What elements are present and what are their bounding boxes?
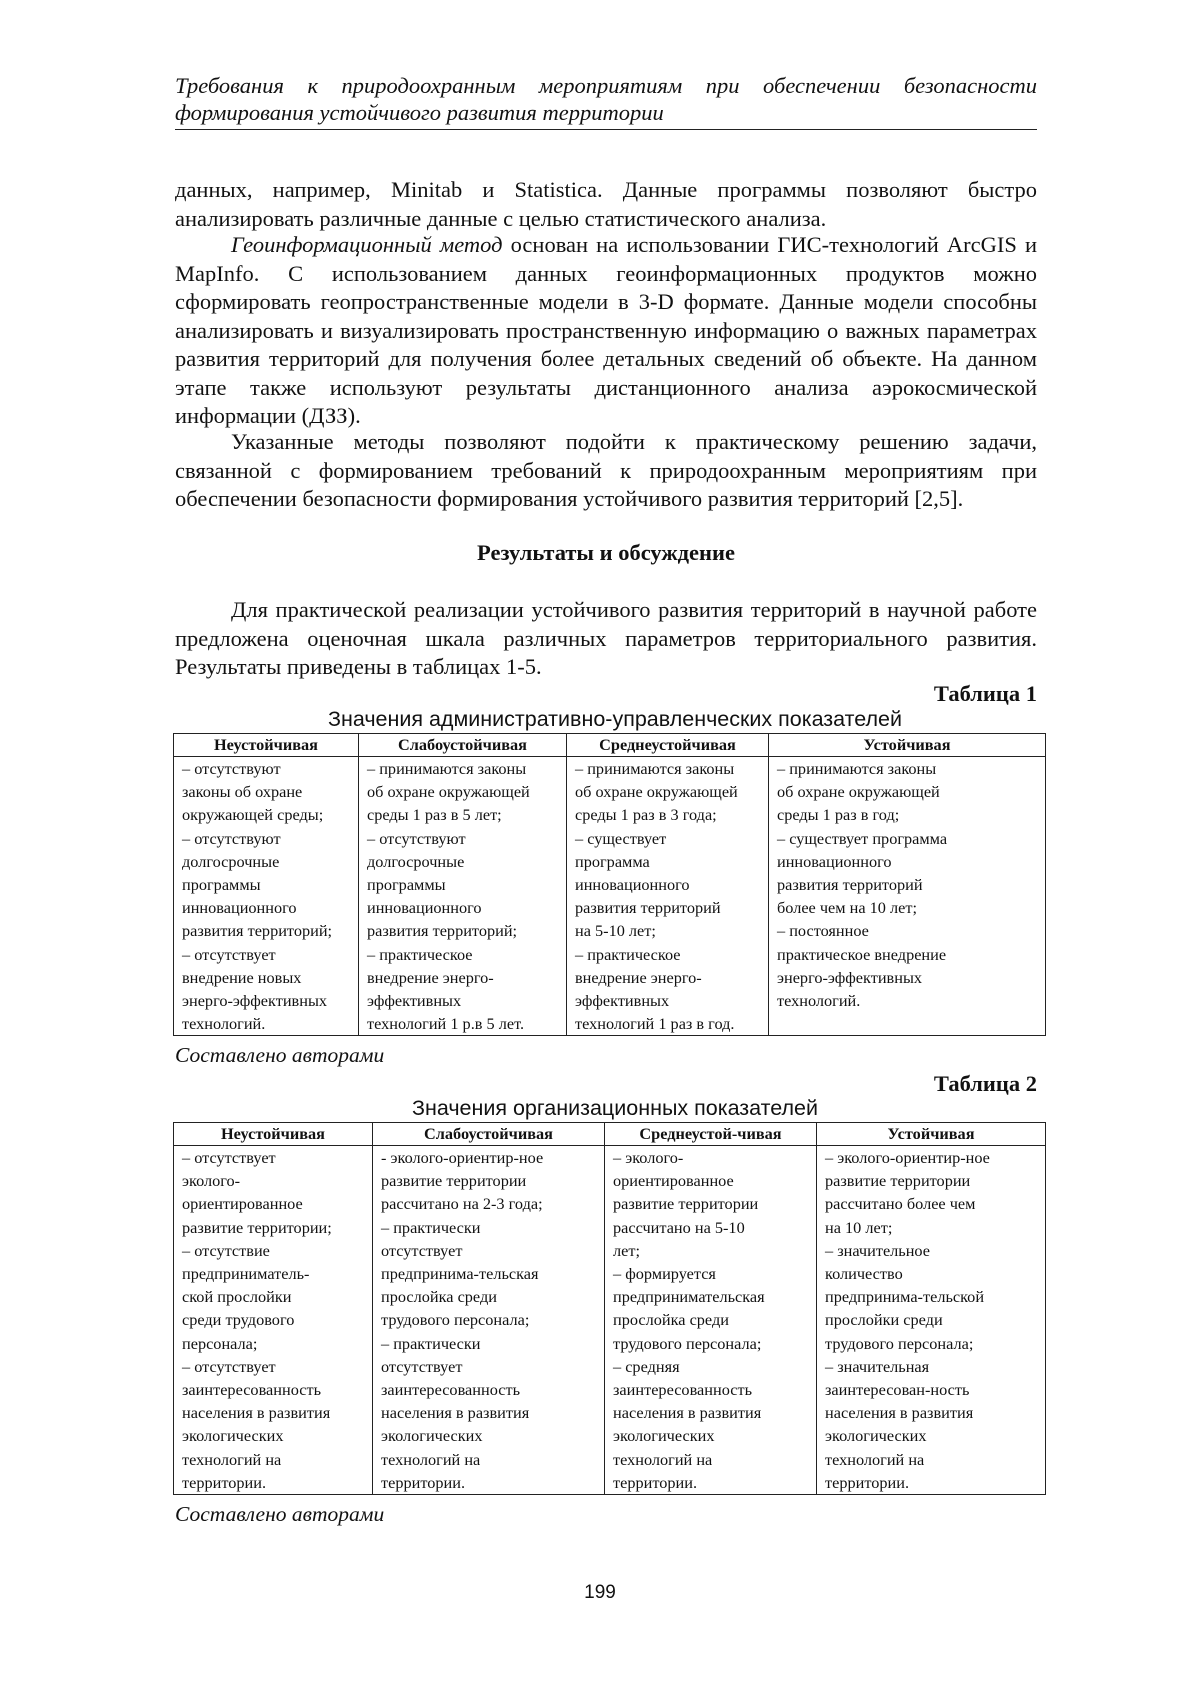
table-1-header-cell: Устойчивая	[769, 734, 1046, 757]
table-2-header-cell: Слабоустойчивая	[373, 1123, 605, 1146]
table-2	[173, 1122, 1046, 1495]
paragraph-2-emphasis: Геоинформационный метод	[231, 232, 503, 257]
table-2-row	[174, 1146, 1046, 1495]
table-1-label: Таблица 1	[933, 681, 1037, 706]
table-1-source: Составлено авторами	[175, 1043, 385, 1067]
paragraph-2-text: основан на использовании ГИС-технологий ArcGIS и MapInfo. С использованием данных геоинформационных продуктов можно сформировать геопространственные модели в 3-D формате. Данные модели способны анализировать и визуализировать пространственную информацию о важных параметрах развития территорий для получения более детальных сведений об объекте. На данном этапе также используют результаты дистанционного анализа аэрокосмической информации (ДЗЗ).	[175, 232, 1038, 428]
table-1-cell: – принимаются законы об охране окружающей среды 1 раз в год; – существует программа инновационного развития территорий более чем на 10 лет; – постоянное практическое внедрение энерго-эффективных технологий.	[769, 757, 1046, 1036]
table-1-row	[174, 757, 1046, 1036]
table-1-caption: Значения административно-управленческих показателей	[327, 707, 903, 731]
paragraph-2	[175, 231, 1037, 431]
table-1-cell: – отсутствуют законы об охране окружающей среды; – отсутствуют долгосрочные программы инновационного развития территорий; – отсутствует внедрение новых энерго-эффективных технологий.	[174, 757, 359, 1036]
table-1	[173, 733, 1046, 1036]
table-1-header-cell: Неустойчивая	[174, 734, 359, 757]
page-number: 199	[584, 1582, 616, 1603]
table-1-header-cell: Среднеустойчивая	[567, 734, 769, 757]
running-header: Требования к природоохранным мероприятиям при обеспечении безопасности формирования устойчивого развития территории	[175, 72, 1037, 130]
table-2-cell: – эколого-ориентир-ное развитие территории рассчитано более чем на 10 лет; – значительное количество предпринима-тельской прослойки среди трудового персонала; – значительная заинтересован-ность населения в развития экологических технологий на территории.	[817, 1146, 1046, 1495]
section-title: Результаты и обсуждение	[477, 540, 735, 565]
table-2-header-cell: Среднеустой-чивая	[605, 1123, 817, 1146]
table-2-header-cell: Неустойчивая	[174, 1123, 373, 1146]
table-2-cell: – эколого- ориентированное развитие территории рассчитано на 5-10 лет; – формируется предпринимательская прослойка среди трудового персонала; – средняя заинтересованность населения в развития экологических технологий на территории.	[605, 1146, 817, 1495]
table-2-header-row	[174, 1123, 1046, 1146]
table-2-cell: - эколого-ориентир-ное развитие территории рассчитано на 2-3 года; – практически отсутствует предпринима-тельская прослойка среди трудового персонала; – практически отсутствует заинтересованность населения в развития экологических технологий на территории.	[373, 1146, 605, 1495]
paragraph-1: данных, например, Minitab и Statistica. Данные программы позволяют быстро анализировать различные данные с целью статистического анализа.	[175, 177, 1037, 231]
table-2-label: Таблица 2	[933, 1071, 1037, 1096]
table-1-cell: – принимаются законы об охране окружающей среды 1 раз в 5 лет; – отсутствуют долгосрочные программы инновационного развития территорий; – практическое внедрение энерго- эффективных технологий 1 р.в 5 лет.	[359, 757, 567, 1036]
table-2-caption: Значения организационных показателей	[411, 1096, 819, 1120]
table-2-header-cell: Устойчивая	[817, 1123, 1046, 1146]
table-1-header-row	[174, 734, 1046, 757]
table-1-header-cell: Слабоустойчивая	[359, 734, 567, 757]
table-2-cell: – отсутствует эколого- ориентированное развитие территории; – отсутствие предприниматель- ской прослойки среди трудового персонала; – отсутствует заинтересованность населения в развития экологических технологий на территории.	[174, 1146, 373, 1495]
paragraph-3: Указанные методы позволяют подойти к практическому решению задачи, связанной с формированием требований к природоохранным мероприятиям при обеспечении безопасности формирования устойчивого развития территорий [2,5].	[175, 429, 1037, 511]
table-1-cell: – принимаются законы об охране окружающей среды 1 раз в 3 года; – существует программа инновационного развития территорий на 5-10 лет; – практическое внедрение энерго- эффективных технологий 1 раз в год.	[567, 757, 769, 1036]
table-2-source: Составлено авторами	[175, 1502, 385, 1526]
paragraph-4: Для практической реализации устойчивого развития территорий в научной работе предложена оценочная шкала различных параметров территориального развития. Результаты приведены в таблицах 1-5.	[175, 597, 1037, 679]
